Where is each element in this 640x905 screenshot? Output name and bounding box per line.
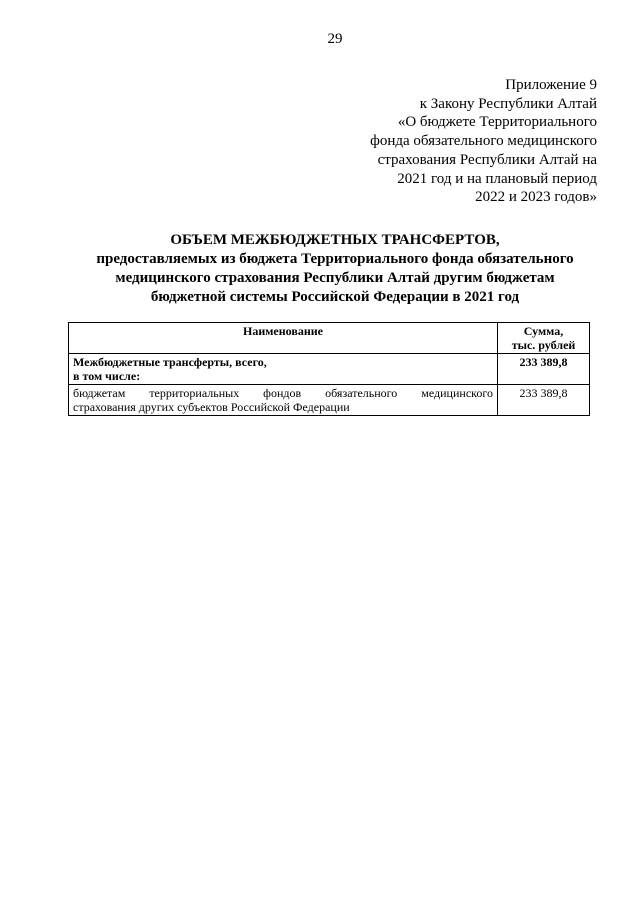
table-row — [69, 354, 590, 385]
row-name — [69, 385, 498, 416]
row-name — [69, 354, 498, 385]
appendix-line: страхования Республики Алтай на — [377, 151, 597, 168]
row-name-line: страхования других субъектов Российской Федерации — [73, 400, 350, 414]
appendix-line: 2021 год и на плановый период — [397, 170, 597, 187]
row-name-line: Межбюджетные трансферты, всего, — [73, 355, 267, 369]
transfers-table — [68, 322, 590, 416]
appendix-line: фонда обязательного медицинского — [370, 133, 597, 150]
appendix-line: 2022 и 2023 годов» — [475, 189, 597, 206]
row-sum: 233 389,8 — [498, 354, 590, 385]
title-line: бюджетной системы Российской Федерации в 2021 год — [150, 289, 520, 305]
row-name-line: бюджетам территориальных фондов обязательного медицинского — [73, 386, 493, 400]
appendix-line: к Закону Республики Алтай — [419, 95, 597, 112]
title-line: медицинского страхования Республики Алтай другим бюджетам — [115, 270, 555, 286]
appendix-line: «О бюджете Территориального — [397, 114, 597, 131]
table-header-row — [69, 323, 590, 354]
appendix-line: Приложение 9 — [505, 77, 597, 93]
header-name: Наименование — [69, 323, 498, 354]
title-line: ОБЪЕМ МЕЖБЮДЖЕТНЫХ ТРАНСФЕРТОВ, — [170, 232, 500, 248]
header-sum-line: Сумма, — [523, 324, 564, 338]
table-row — [69, 385, 590, 416]
header-sum-line: тыс. рублей — [511, 338, 576, 352]
document-title — [0, 231, 640, 307]
title-line: предоставляемых из бюджета Территориального фонда обязательного — [96, 251, 574, 267]
page-number: 29 — [327, 31, 343, 47]
appendix-reference — [370, 76, 597, 207]
row-sum: 233 389,8 — [498, 385, 590, 416]
row-name-line: в том числе: — [73, 369, 141, 383]
header-sum — [498, 323, 590, 354]
